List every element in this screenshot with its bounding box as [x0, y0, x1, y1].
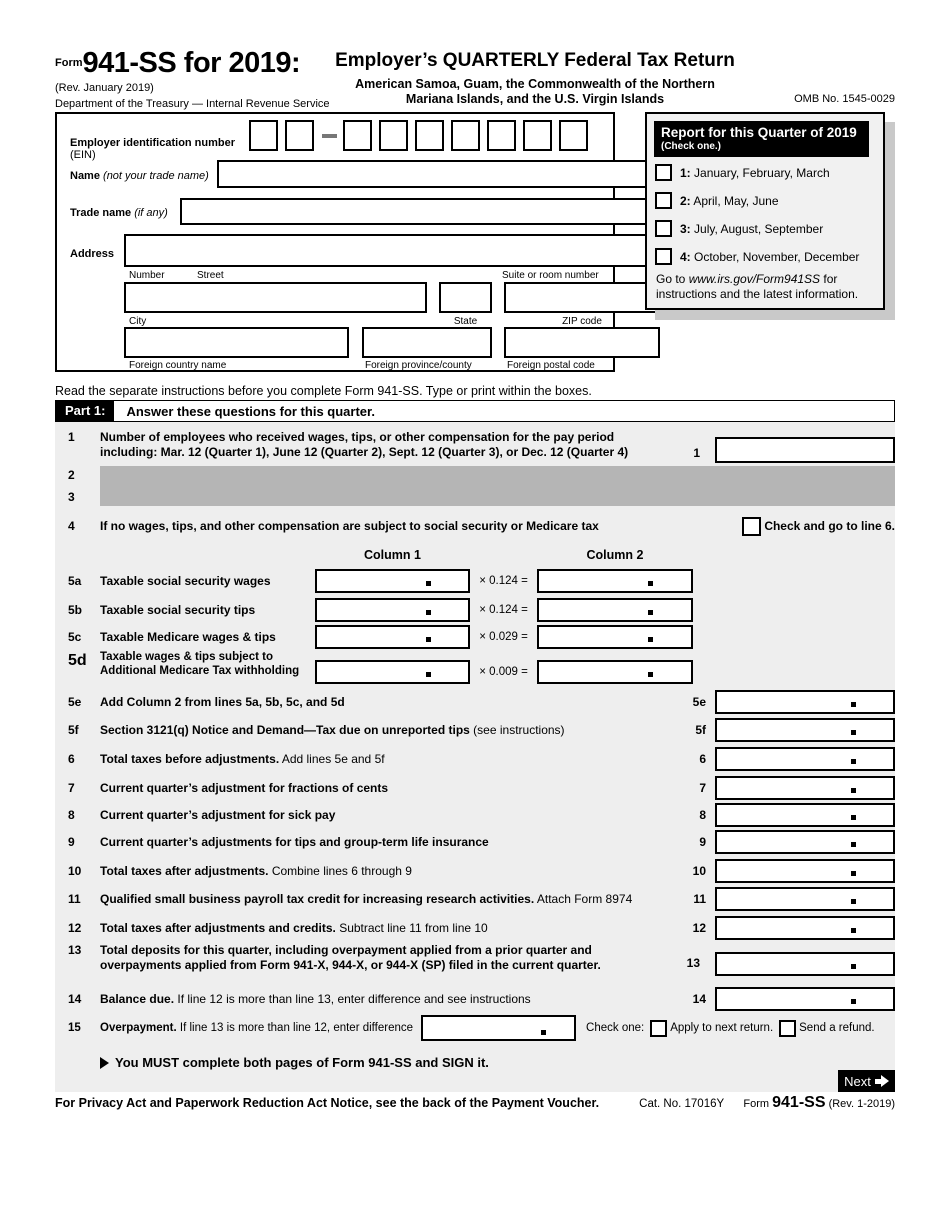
- quarter-1-checkbox[interactable]: [655, 164, 672, 181]
- line-5d-label: Taxable wages & tips subject to Additional Medicare Tax withholding: [100, 651, 300, 677]
- line-4-check-label: Check and go to line 6.: [764, 519, 895, 533]
- line-8-label: Current quarter’s adjustment for sick pay: [100, 808, 336, 822]
- line-14-row: [55, 987, 895, 1011]
- line-4-number: 4: [68, 519, 75, 533]
- trade-name-label: Trade name (if any): [70, 207, 168, 219]
- line-15-check-one-label: Check one:: [586, 1022, 645, 1034]
- send-a-refund-checkbox[interactable]: [779, 1020, 796, 1037]
- line-5b-col2-input[interactable]: [537, 598, 693, 622]
- part1-badge: Part 1:: [56, 401, 114, 421]
- line-2-number: 2: [68, 468, 75, 482]
- footer-form-id: Form 941-SS (Rev. 1-2019): [743, 1094, 895, 1111]
- line-12-row: [55, 916, 895, 940]
- pointer-arrow-icon: [100, 1057, 109, 1069]
- page-footer: [55, 1094, 895, 1112]
- quarter-option-4: [655, 248, 859, 265]
- line-5f-number: 5f: [68, 723, 79, 737]
- apply-to-next-return-checkbox[interactable]: [650, 1020, 667, 1037]
- zip-sublabel: ZIP code: [562, 316, 602, 327]
- line-1-row: [55, 430, 895, 466]
- part1-body: [55, 422, 895, 1092]
- line-8-right-number: 8: [699, 808, 706, 822]
- column-2-header: Column 2: [586, 548, 644, 562]
- decimal-point-marker: [851, 759, 856, 764]
- irs-url: www.irs.gov/Form941SS: [688, 272, 821, 286]
- line-5d-inputs: [315, 660, 693, 684]
- line-4-row: [55, 514, 895, 538]
- dot-leader: [571, 725, 674, 735]
- line-10-right-number: 10: [692, 864, 706, 878]
- must-complete-note: You MUST complete both pages of Form 941-SS and SIGN it.: [100, 1055, 489, 1070]
- decimal-point-marker: [648, 672, 653, 677]
- column-headers: [55, 548, 895, 562]
- line-11-right-number: 11: [693, 892, 706, 906]
- line-1-number: 1: [68, 430, 75, 444]
- quarter-2-label: 2: April, May, June: [680, 193, 779, 208]
- line-6-amount-input[interactable]: [715, 747, 895, 771]
- dot-leader: [537, 994, 674, 1004]
- line-6-row: [55, 747, 895, 771]
- foreign-postal-sublabel: Foreign postal code: [507, 360, 595, 371]
- number-sublabel: Number: [129, 270, 165, 281]
- territories-subtitle: [300, 77, 770, 107]
- form-title-line: [55, 47, 335, 80]
- suite-sublabel: Suite or room number: [502, 270, 599, 281]
- line-10-number: 10: [68, 864, 82, 878]
- quarter-box-title: Report for this Quarter of 2019: [661, 125, 857, 140]
- line-12-amount-input[interactable]: [715, 916, 895, 940]
- state-input[interactable]: [439, 282, 492, 313]
- line-5c-col1-input[interactable]: [315, 625, 470, 649]
- line-15-overpayment-input[interactable]: [421, 1015, 576, 1041]
- state-sublabel: State: [453, 316, 478, 327]
- line-14-amount-input[interactable]: [715, 987, 895, 1011]
- decimal-point-marker: [851, 730, 856, 735]
- decimal-point-marker: [648, 637, 653, 642]
- decimal-point-marker: [851, 788, 856, 793]
- trade-name-input[interactable]: [180, 198, 660, 225]
- quarter-4-checkbox[interactable]: [655, 248, 672, 265]
- line-5e-row: [55, 690, 895, 714]
- line-5d-row: [55, 650, 895, 690]
- line-4-checkbox[interactable]: [742, 517, 761, 536]
- line-9-label: Current quarter’s adjustments for tips and group-term life insurance: [100, 835, 489, 849]
- decimal-point-marker: [851, 899, 856, 904]
- line-5a-label: Taxable social security wages: [100, 574, 271, 588]
- quarter-3-label: 3: July, August, September: [680, 221, 824, 236]
- send-a-refund-label: Send a refund.: [799, 1022, 875, 1034]
- line-5a-number: 5a: [68, 574, 82, 588]
- line-10-amount-input[interactable]: [715, 859, 895, 883]
- line-5e-right-number: 5e: [692, 695, 706, 709]
- line-11-row: [55, 887, 895, 911]
- line-14-number: 14: [68, 992, 82, 1006]
- goto-instructions-text: Go to www.irs.gov/Form941SS for instructions and the latest information.: [656, 272, 859, 301]
- part1-header-bar: [55, 400, 895, 422]
- line-5a-col2-input[interactable]: [537, 569, 693, 593]
- line-5c-multiplier: × 0.029 =: [479, 631, 528, 643]
- line-5b-multiplier: × 0.124 =: [479, 604, 528, 616]
- foreign-country-input[interactable]: [124, 327, 349, 358]
- line-14-right-number: 14: [692, 992, 706, 1006]
- foreign-country-sublabel: Foreign country name: [129, 360, 227, 371]
- foreign-province-input[interactable]: [362, 327, 492, 358]
- line-11-amount-input[interactable]: [715, 887, 895, 911]
- revision-date: (Rev. January 2019): [55, 82, 154, 94]
- line-5d-multiplier: × 0.009 =: [479, 666, 528, 678]
- line-5b-label: Taxable social security tips: [100, 603, 256, 617]
- decimal-point-marker: [541, 1030, 546, 1035]
- line-8-row: [55, 803, 895, 827]
- line-9-amount-input[interactable]: [715, 830, 895, 854]
- quarter-option-3: [655, 220, 823, 237]
- decimal-point-marker: [851, 999, 856, 1004]
- line-13-number: 13: [68, 943, 82, 957]
- quarter-box-header: [654, 121, 869, 157]
- line-5c-col2-input[interactable]: [537, 625, 693, 649]
- line-10-label: Total taxes after adjustments. Combine lines 6 through 9: [100, 864, 412, 878]
- line-5e-number: 5e: [68, 695, 82, 709]
- dot-leader: [495, 837, 674, 847]
- line-12-label: Total taxes after adjustments and credits. Subtract line 11 from line 10: [100, 921, 488, 935]
- subtitle-line2: Mariana Islands, and the U.S. Virgin Islands: [405, 92, 665, 106]
- ein-digit-box-1[interactable]: [249, 120, 278, 151]
- quarter-2-checkbox[interactable]: [655, 192, 672, 209]
- line-13-right-number: 13: [686, 956, 700, 970]
- line-15-row: [55, 1015, 895, 1041]
- department-line: Department of the Treasury — Internal Revenue Service: [55, 98, 330, 110]
- line-5a-row: [55, 569, 895, 593]
- part1-title: Answer these questions for this quarter.: [126, 403, 375, 419]
- line-7-number: 7: [68, 781, 75, 795]
- line-1-right-number: 1: [693, 446, 700, 460]
- line-5c-number: 5c: [68, 630, 82, 644]
- line-5b-number: 5b: [68, 603, 83, 617]
- line-5d-number: 5d: [68, 652, 87, 669]
- line-8-number: 8: [68, 808, 75, 822]
- dot-leader: [391, 754, 674, 764]
- line-5f-amount-input[interactable]: [715, 718, 895, 742]
- line-9-number: 9: [68, 835, 75, 849]
- omb-number: OMB No. 1545-0029: [794, 93, 895, 105]
- line-5b-row: [55, 598, 895, 622]
- line-5e-amount-input[interactable]: [715, 690, 895, 714]
- zip-input[interactable]: [504, 282, 660, 313]
- address-label: Address: [70, 248, 115, 260]
- line-11-label: Qualified small business payroll tax credit for increasing research activities. Attach Form 8974: [100, 892, 633, 906]
- line-5f-label: Section 3121(q) Notice and Demand—Tax due on unreported tips (see instructions): [100, 723, 565, 737]
- employer-identity-box: [55, 112, 615, 372]
- city-sublabel: City: [129, 316, 147, 327]
- ein-digit-box-8[interactable]: [523, 120, 552, 151]
- read-instructions-line: Read the separate instructions before you complete Form 941-SS. Type or print within the boxes.: [55, 384, 592, 398]
- decimal-point-marker: [426, 637, 431, 642]
- street-sublabel: Street: [197, 270, 224, 281]
- dot-leader: [418, 866, 674, 876]
- line-5a-col1-input[interactable]: [315, 569, 470, 593]
- next-arrow-head-icon: [881, 1075, 889, 1087]
- line-7-label: Current quarter’s adjustment for fractions of cents: [100, 781, 389, 795]
- line-4-label: If no wages, tips, and other compensation are subject to social security or Medicare tax: [100, 519, 599, 533]
- address-street-input[interactable]: [124, 234, 660, 267]
- decimal-point-marker: [648, 610, 653, 615]
- ein-digit-box-6[interactable]: [451, 120, 480, 151]
- line-5a-multiplier: × 0.124 =: [479, 575, 528, 587]
- line-12-number: 12: [68, 921, 82, 935]
- decimal-point-marker: [851, 842, 856, 847]
- name-label: Name (not your trade name): [70, 170, 209, 182]
- line-5d-col1-input[interactable]: [315, 660, 470, 684]
- line-15-label: Overpayment. If line 13 is more than line 12, enter difference: [100, 1022, 414, 1034]
- main-title: Employer’s QUARTERLY Federal Tax Return: [335, 50, 735, 71]
- ein-dash: [322, 134, 337, 138]
- city-input[interactable]: [124, 282, 427, 313]
- line-5e-label: Add Column 2 from lines 5a, 5b, 5c, and 5d: [100, 695, 345, 709]
- quarter-box-subtitle: (Check one.): [661, 141, 722, 152]
- quarter-1-label: 1: January, February, March: [680, 165, 830, 180]
- line-6-number: 6: [68, 752, 75, 766]
- ein-digit-box-7[interactable]: [487, 120, 516, 151]
- form-main-title-block: [300, 50, 770, 107]
- decimal-point-marker: [426, 581, 431, 586]
- foreign-province-sublabel: Foreign province/county: [365, 360, 472, 371]
- ein-label: Employer identification number (EIN): [70, 137, 236, 161]
- ein-digit-box-9[interactable]: [559, 120, 588, 151]
- line-5d-col2-input[interactable]: [537, 660, 693, 684]
- form-word: Form: [55, 57, 83, 69]
- quarter-4-label: 4: October, November, December: [680, 249, 860, 264]
- line-12-right-number: 12: [692, 921, 706, 935]
- line-13-row: [55, 943, 895, 983]
- dot-leader: [394, 783, 674, 793]
- form-number-title: 941-SS for 2019:: [82, 47, 301, 79]
- decimal-point-marker: [851, 815, 856, 820]
- decimal-point-marker: [851, 702, 856, 707]
- privacy-act-notice: For Privacy Act and Paperwork Reduction Act Notice, see the back of the Payment Voucher.: [55, 1096, 600, 1110]
- decimal-point-marker: [426, 610, 431, 615]
- line-6-right-number: 6: [699, 752, 706, 766]
- dot-leader: [638, 894, 674, 904]
- line-13-label: Total deposits for this quarter, including overpayment applied from a prior quarter and overpayments applied from Form 941-X, 944-X, or 944-X (SP) filed in the current quarter.: [100, 943, 601, 972]
- line-5f-right-number: 5f: [695, 723, 706, 737]
- ein-digit-box-5[interactable]: [415, 120, 444, 151]
- line-5f-row: [55, 718, 895, 742]
- line-5c-label: Taxable Medicare wages & tips: [100, 630, 276, 644]
- apply-to-next-return-label: Apply to next return.: [670, 1022, 774, 1034]
- ein-input-group: [249, 120, 588, 151]
- line-6-label: Total taxes before adjustments. Add lines 5e and 5f: [100, 752, 385, 766]
- line-5b-col1-input[interactable]: [315, 598, 470, 622]
- line-7-right-number: 7: [699, 781, 706, 795]
- next-page-button[interactable]: Next: [838, 1070, 895, 1092]
- line-11-number: 11: [68, 892, 81, 906]
- decimal-point-marker: [648, 581, 653, 586]
- decimal-point-marker: [851, 871, 856, 876]
- quarter-select-box: [645, 112, 885, 310]
- line-8-amount-input[interactable]: [715, 803, 895, 827]
- foreign-postal-input[interactable]: [504, 327, 660, 358]
- subtitle-line1: American Samoa, Guam, the Commonwealth of the Northern: [355, 77, 715, 91]
- line-5c-row: [55, 625, 895, 649]
- line-1-employees-input[interactable]: [715, 437, 895, 463]
- quarter-3-checkbox[interactable]: [655, 220, 672, 237]
- ein-digit-box-4[interactable]: [379, 120, 408, 151]
- line-3-number: 3: [68, 490, 75, 504]
- line-13-amount-input[interactable]: [715, 952, 895, 976]
- column-1-header: Column 1: [364, 548, 421, 562]
- form-identification: [55, 47, 335, 110]
- dot-leader: [494, 923, 674, 933]
- ein-digit-box-2[interactable]: [285, 120, 314, 151]
- line-9-right-number: 9: [699, 835, 706, 849]
- decimal-point-marker: [851, 928, 856, 933]
- line-1-label: Number of employees who received wages, tips, or other compensation for the pay period including: Mar. 12 (Quarter 1), June 12 (Quarter 2), Sept. 12 (Quarter 3), or Dec. 12 (Quarter 4): [100, 430, 629, 459]
- quarter-option-2: [655, 192, 779, 209]
- line-7-amount-input[interactable]: [715, 776, 895, 800]
- name-input[interactable]: [217, 160, 660, 188]
- line-10-row: [55, 859, 895, 883]
- decimal-point-marker: [426, 672, 431, 677]
- line-9-row: [55, 830, 895, 854]
- ein-digit-box-3[interactable]: [343, 120, 372, 151]
- dot-leader: [351, 697, 674, 707]
- line-14-label: Balance due. If line 12 is more than line 13, enter difference and see instructions: [100, 992, 531, 1006]
- decimal-point-marker: [851, 964, 856, 969]
- reserved-gray-block: [100, 466, 895, 506]
- line-7-row: [55, 776, 895, 800]
- lines-2-3-reserved: [55, 466, 895, 506]
- dot-leader: [341, 810, 674, 820]
- catalog-number: Cat. No. 17016Y: [639, 1098, 725, 1110]
- quarter-option-1: [655, 164, 830, 181]
- line-15-number: 15: [68, 1022, 81, 1034]
